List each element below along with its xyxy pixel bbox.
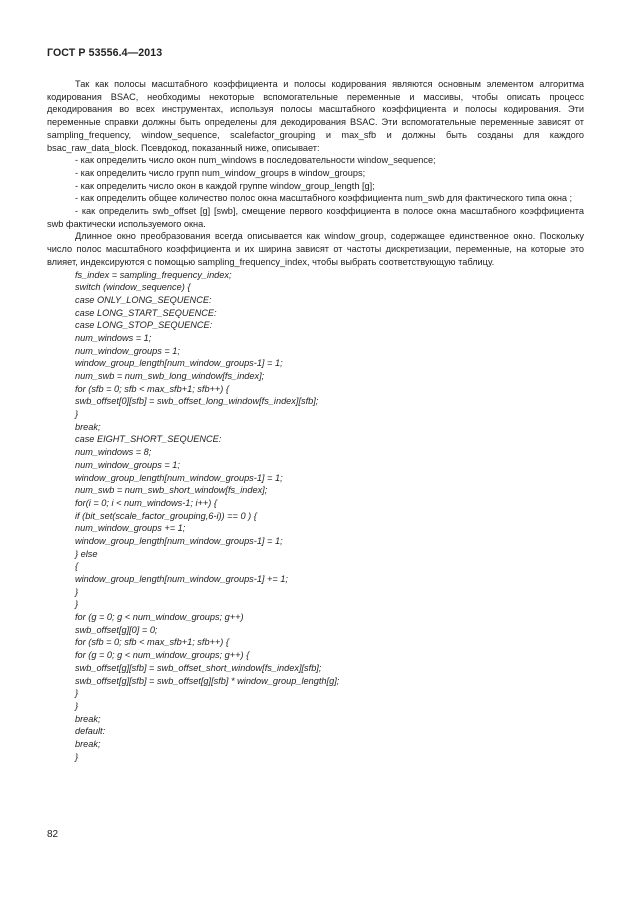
code-line: for (sfb = 0; sfb < max_sfb+1; sfb++) { — [75, 383, 229, 394]
page-number: 82 — [47, 829, 59, 840]
code-line: } else — [75, 548, 98, 559]
list-item: - как определить swb_offset [g] [swb], смещение первого коэффициента в полосе окна масштабного коэффициента swb фактически используемого окна. — [47, 206, 584, 229]
code-line: fs_index = sampling_frequency_index; — [75, 269, 232, 280]
code-line: } — [75, 700, 79, 711]
code-line: num_swb = num_swb_short_window[fs_index]; — [75, 485, 268, 496]
code-line: for(i = 0; i < num_windows-1; i++) { — [75, 497, 217, 508]
code-line: } — [75, 586, 79, 597]
code-line: switch (window_sequence) { — [75, 282, 191, 293]
code-line: num_swb = num_swb_long_window[fs_index]; — [75, 371, 265, 382]
document-body — [47, 78, 584, 763]
code-line: num_windows = 8; — [75, 447, 152, 458]
code-line: case LONG_START_SEQUENCE: — [75, 307, 217, 318]
code-line: window_group_length[num_window_groups-1] = 1; — [75, 358, 283, 369]
code-line: } — [75, 688, 79, 699]
document-header: ГОСТ Р 53556.4—2013 — [47, 47, 163, 59]
code-line: window_group_length[num_window_groups-1] = 1; — [75, 535, 283, 546]
definition-list — [47, 154, 584, 230]
code-line: num_window_groups = 1; — [75, 459, 180, 470]
code-line: case LONG_STOP_SEQUENCE: — [75, 320, 213, 331]
code-line: for (sfb = 0; sfb < max_sfb+1; sfb++) { — [75, 637, 229, 648]
list-item: - как определить число окон в каждой группе window_group_length [g]; — [75, 180, 375, 191]
code-line: case EIGHT_SHORT_SEQUENCE: — [75, 434, 222, 445]
code-line: for (g = 0; g < num_window_groups; g++) — [75, 612, 244, 623]
pseudocode-block — [47, 269, 584, 764]
code-line: window_group_length[num_window_groups-1] += 1; — [75, 574, 288, 585]
code-line: } — [75, 409, 79, 420]
code-line: } — [75, 599, 79, 610]
code-line: for (g = 0; g < num_window_groups; g++) { — [75, 650, 250, 661]
code-line: default: — [75, 726, 106, 737]
code-line: window_group_length[num_window_groups-1] = 1; — [75, 472, 283, 483]
second-paragraph: Длинное окно преобразования всегда описывается как window_group, содержащее единственное окно. Поскольку число полос масштабного коэффициента и их ширина зависят от частоты дискретизации, переменные, на которые это влияет, индексируются с помощью sampling_frequency_index, чтобы выбрать соответствующую таблицу. — [47, 231, 584, 267]
code-line: swb_offset[0][sfb] = swb_offset_long_window[fs_index][sfb]; — [75, 396, 319, 407]
code-line: case ONLY_LONG_SEQUENCE: — [75, 294, 212, 305]
code-line: if (bit_set(scale_factor_grouping,6-i)) == 0 ) { — [75, 510, 257, 521]
code-line: swb_offset[g][sfb] = swb_offset[g][sfb] * window_group_length[g]; — [75, 675, 340, 686]
intro-paragraph: Так как полосы масштабного коэффициента и полосы кодирования являются основным элементом алгоритма кодирования BSAC, необходимы некоторые вспомогательные переменные и массивы, чтобы описать процесс декодирования во всех инструментах, используя полосы масштабного коэффициента и полосы кодирования. Эти переменные справки должны быть определены для декодирования BSAC. Эти вспомогательные переменные зависят от sampling_frequency, window_sequence, scalefactor_grouping и max_sfb и должны быть созданы для каждого bsac_raw_data_block. Псевдокод, показанный ниже, описывает: — [47, 79, 584, 153]
code-line: swb_offset[g][sfb] = swb_offset_short_window[fs_index][sfb]; — [75, 662, 322, 673]
code-line: num_windows = 1; — [75, 332, 152, 343]
code-line: break; — [75, 738, 101, 749]
code-line: num_window_groups = 1; — [75, 345, 180, 356]
code-line: { — [75, 561, 79, 572]
code-line: break; — [75, 421, 101, 432]
code-line: num_window_groups += 1; — [75, 523, 186, 534]
list-item: - как определить общее количество полос окна масштабного коэффициента num_swb для фактического типа окна ; — [75, 193, 573, 204]
code-line: } — [75, 751, 79, 762]
code-line: break; — [75, 713, 101, 724]
list-item: - как определить число групп num_window_groups в window_groups; — [75, 167, 366, 178]
list-item: - как определить число окон num_windows в последовательности window_sequence; — [75, 155, 436, 166]
code-line: swb_offset[g][0] = 0; — [75, 624, 158, 635]
